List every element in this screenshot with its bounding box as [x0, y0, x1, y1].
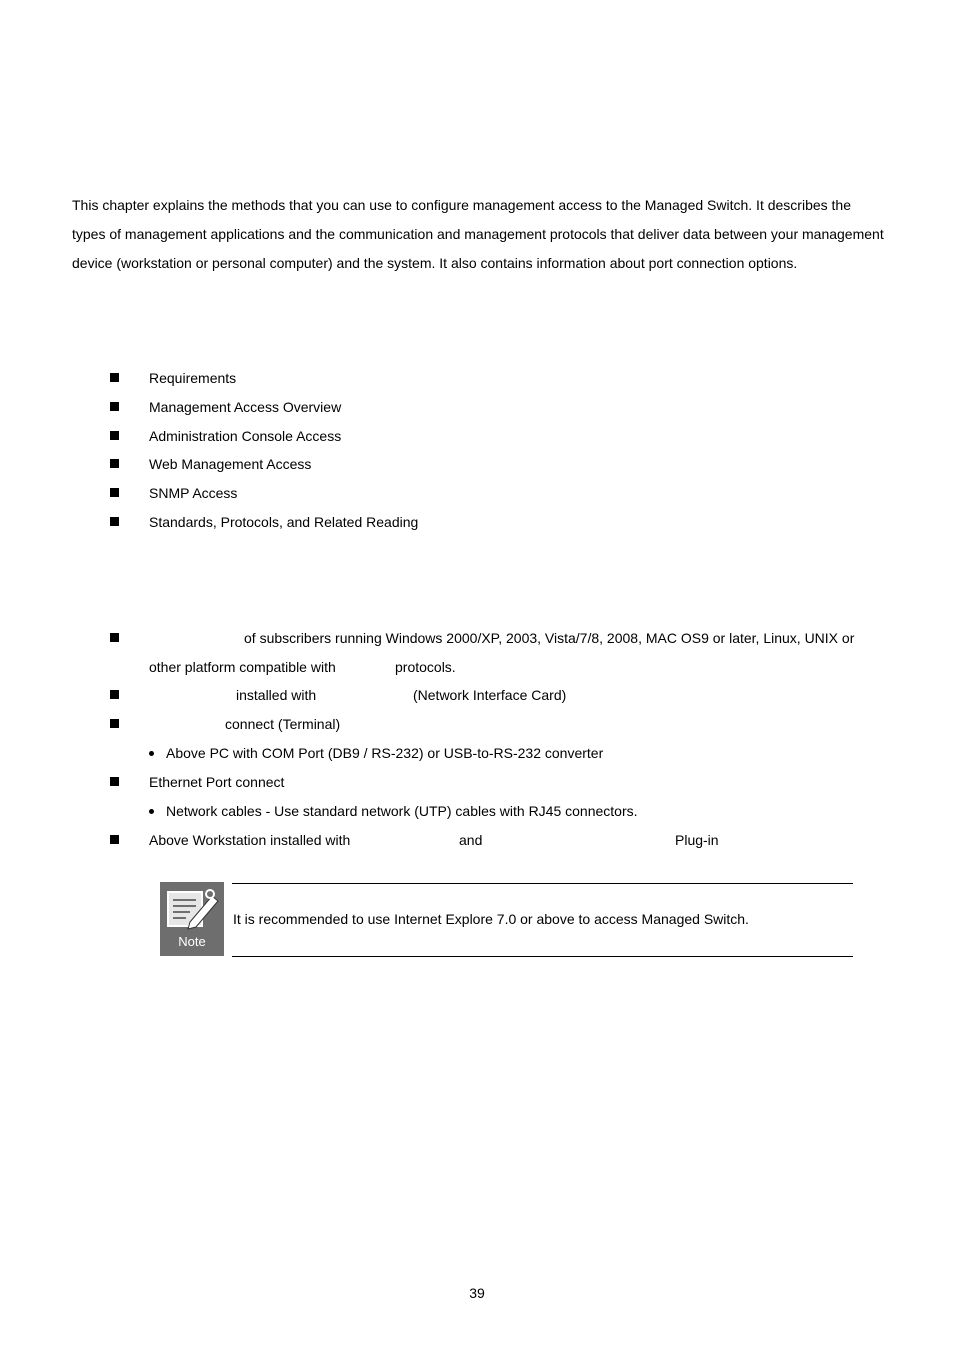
requirement-text: other platform compatible with	[149, 659, 336, 675]
topic-item: Web Management Access	[149, 456, 312, 472]
requirement-text: connect (Terminal)	[225, 716, 341, 732]
round-bullet-icon	[149, 751, 154, 756]
note-icon	[160, 882, 224, 956]
topic-item: Management Access Overview	[149, 399, 342, 415]
requirement-subitem: Above PC with COM Port (DB9 / RS-232) or USB-to-RS-232 converter	[166, 745, 604, 761]
svg-text:Note: Note	[178, 934, 206, 949]
square-bullet-icon	[110, 719, 119, 728]
topic-item: Administration Console Access	[149, 428, 342, 444]
square-bullet-icon	[110, 373, 119, 382]
square-bullet-icon	[110, 690, 119, 699]
square-bullet-icon	[110, 488, 119, 497]
square-bullet-icon	[110, 777, 119, 786]
requirement-subitem: Network cables - Use standard network (UTP) cables with RJ45 connectors.	[166, 803, 638, 819]
square-bullet-icon	[110, 633, 119, 642]
note-text: It is recommended to use Internet Explore 7.0 or above to access Managed Switch.	[233, 911, 749, 927]
requirement-text: Plug-in	[675, 832, 719, 848]
round-bullet-icon	[149, 809, 154, 814]
square-bullet-icon	[110, 402, 119, 411]
square-bullet-icon	[110, 517, 119, 526]
requirement-text: installed with	[236, 687, 317, 703]
square-bullet-icon	[110, 431, 119, 440]
requirement-text: protocols.	[395, 659, 456, 675]
page-number: 39	[469, 1285, 485, 1301]
note-top-rule	[232, 883, 853, 884]
requirement-text: (Network Interface Card)	[413, 687, 567, 703]
topic-item: SNMP Access	[149, 485, 238, 501]
square-bullet-icon	[110, 459, 119, 468]
intro-paragraph: This chapter explains the methods that you can use to configure management access to the Managed Switch. It describes the types of management applications and the communication and management protocols that deliver data between your management device (workstation or personal computer) and the system. It also contains information about port connection options.	[72, 197, 884, 271]
note-bottom-rule	[232, 956, 853, 957]
requirement-text: of subscribers running Windows 2000/XP, 2003, Vista/7/8, 2008, MAC OS9 or later, Linux, UNIX or	[244, 630, 855, 646]
requirement-text: and	[459, 832, 483, 848]
requirement-text: Ethernet Port connect	[149, 774, 285, 790]
square-bullet-icon	[110, 835, 119, 844]
requirement-text: Above Workstation installed with	[149, 832, 351, 848]
topic-item: Standards, Protocols, and Related Reading	[149, 514, 419, 530]
topic-item: Requirements	[149, 370, 237, 386]
